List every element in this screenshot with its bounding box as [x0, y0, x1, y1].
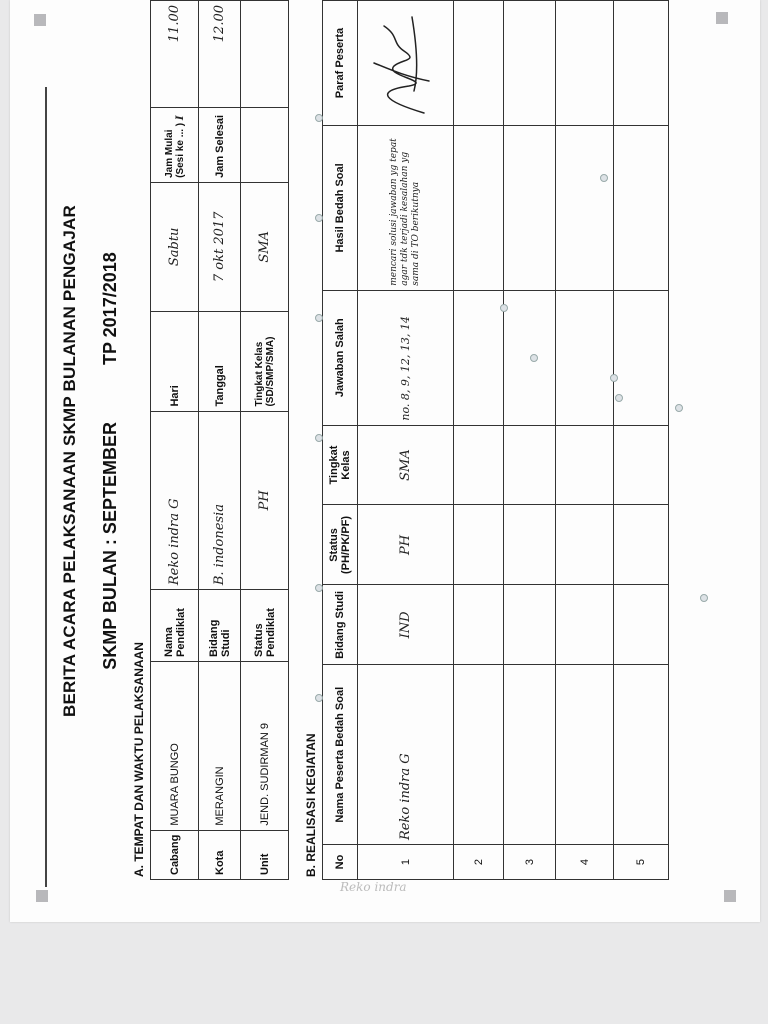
- participant-signature: [358, 1, 454, 126]
- tanggal-value: 7 okt 2017: [199, 182, 241, 311]
- table-row: [614, 1, 669, 880]
- empty-cell: [241, 1, 289, 108]
- nama-pendiklat-label: Nama Pendiklat: [151, 590, 199, 662]
- participant-signature: [454, 1, 504, 126]
- table-row: [358, 1, 454, 880]
- empty-cell: [241, 108, 289, 183]
- kota-label: Kota: [199, 830, 241, 879]
- participant-signature: [556, 1, 614, 126]
- scan-dot: [315, 114, 323, 122]
- scan-dot: [700, 594, 708, 602]
- skmp-month: SEPTEMBER: [100, 422, 120, 535]
- table-row: [504, 1, 556, 880]
- bleed-through-text: Reko indra: [340, 880, 407, 894]
- table-row: [556, 1, 614, 880]
- bidang-studi-value: B. indonesia: [199, 411, 241, 590]
- status: [556, 505, 614, 585]
- scan-dot: [615, 394, 623, 402]
- unit-label: Unit: [241, 830, 289, 879]
- school-year: TP 2017/2018: [100, 252, 120, 366]
- bidang-studi-label: Bidang Studi: [199, 590, 241, 662]
- row-number: 2: [454, 845, 504, 880]
- column-header: Tingkat Kelas: [323, 425, 358, 505]
- status: PH: [358, 505, 454, 585]
- status: [614, 505, 669, 585]
- scan-dot: [530, 354, 538, 362]
- jam-mulai-label-text: Jam Mulai (Sesi ke ... ): [163, 122, 186, 178]
- participant-name: [504, 665, 556, 845]
- wrong-answers: [614, 290, 669, 425]
- row-number: 3: [504, 845, 556, 880]
- participant-name: [614, 665, 669, 845]
- jam-mulai-session-mark: I: [174, 115, 186, 121]
- signature-icon: [364, 11, 444, 121]
- realization-table: [322, 0, 669, 880]
- scan-dot: [315, 314, 323, 322]
- kota-value: MERANGIN: [199, 661, 241, 830]
- scan-dot: [315, 214, 323, 222]
- grade-level: [614, 425, 669, 505]
- analysis-result: [614, 126, 669, 291]
- scan-dot: [610, 374, 618, 382]
- column-header: Hasil Bedah Soal: [323, 126, 358, 291]
- document-subtitle: [100, 0, 121, 922]
- scan-dot: [315, 434, 323, 442]
- hari-value: Sabtu: [151, 182, 199, 311]
- jam-mulai-value: 11.00: [151, 1, 199, 108]
- participant-signature: [504, 1, 556, 126]
- rotated-form: [10, 0, 760, 922]
- analysis-result: [454, 126, 504, 291]
- unit-value: JEND. SUDIRMAN 9: [241, 661, 289, 830]
- status: [504, 505, 556, 585]
- scan-dot: [600, 174, 608, 182]
- subject: [454, 585, 504, 665]
- wrong-answers: [454, 290, 504, 425]
- place-time-row: [199, 1, 241, 880]
- participant-name: [454, 665, 504, 845]
- place-time-row: [151, 1, 199, 880]
- analysis-result: mencari solusi jawaban yg tepat agar tdk terjadi kesalahan yg sama di TO berikutnya: [358, 126, 454, 291]
- tingkat-kelas-value: SMA: [241, 182, 289, 311]
- grade-level: SMA: [358, 425, 454, 505]
- subject: [504, 585, 556, 665]
- analysis-result: [504, 126, 556, 291]
- row-number: 5: [614, 845, 669, 880]
- participant-name: Reko indra G: [358, 665, 454, 845]
- cabang-label: Cabang: [151, 830, 199, 879]
- subject: IND: [358, 585, 454, 665]
- frame-line: [45, 87, 47, 887]
- scan-dot: [500, 304, 508, 312]
- column-header: No: [323, 845, 358, 880]
- grade-level: [556, 425, 614, 505]
- grade-level: [454, 425, 504, 505]
- place-time-row: [241, 1, 289, 880]
- column-header: Paraf Peserta: [323, 1, 358, 126]
- subject: [556, 585, 614, 665]
- jam-mulai-label: [151, 108, 199, 183]
- column-header: Bidang Studi: [323, 585, 358, 665]
- section-b-heading: B. REALISASI KEGIATAN: [304, 733, 318, 877]
- skmp-label: SKMP BULAN :: [100, 539, 120, 670]
- section-a-heading: A. TEMPAT DAN WAKTU PELAKSANAAN: [132, 642, 146, 877]
- scanned-page: [10, 0, 760, 922]
- jam-selesai-value: 12.00: [199, 1, 241, 108]
- status-pendiklat-label: Status Pendiklat: [241, 590, 289, 662]
- column-header: Status (PH/PK/PF): [323, 505, 358, 585]
- column-header: Jawaban Salah: [323, 290, 358, 425]
- column-header: Nama Peserta Bedah Soal: [323, 665, 358, 845]
- document-title: BERITA ACARA PELAKSANAAN SKMP BULANAN PENGAJAR: [60, 205, 79, 717]
- jam-selesai-label: Jam Selesai: [199, 108, 241, 183]
- row-number: 1: [358, 845, 454, 880]
- status-pendiklat-value: PH: [241, 411, 289, 590]
- status: [454, 505, 504, 585]
- cabang-value: MUARA BUNGO: [151, 661, 199, 830]
- hari-label: Hari: [151, 311, 199, 411]
- wrong-answers: [556, 290, 614, 425]
- grade-level: [504, 425, 556, 505]
- table-row: [454, 1, 504, 880]
- scan-dot: [315, 694, 323, 702]
- scan-dot: [675, 404, 683, 412]
- subject: [614, 585, 669, 665]
- row-number: 4: [556, 845, 614, 880]
- participant-signature: [614, 1, 669, 126]
- participant-name: [556, 665, 614, 845]
- nama-pendiklat-value: Reko indra G: [151, 411, 199, 590]
- analysis-result: [556, 126, 614, 291]
- place-time-table: [150, 0, 289, 880]
- scan-dot: [315, 584, 323, 592]
- tanggal-label: Tanggal: [199, 311, 241, 411]
- wrong-answers: no. 8, 9, 12, 13, 14: [358, 290, 454, 425]
- tingkat-kelas-label: Tingkat Kelas (SD/SMP/SMA): [241, 311, 289, 411]
- table-header-row: [323, 1, 358, 880]
